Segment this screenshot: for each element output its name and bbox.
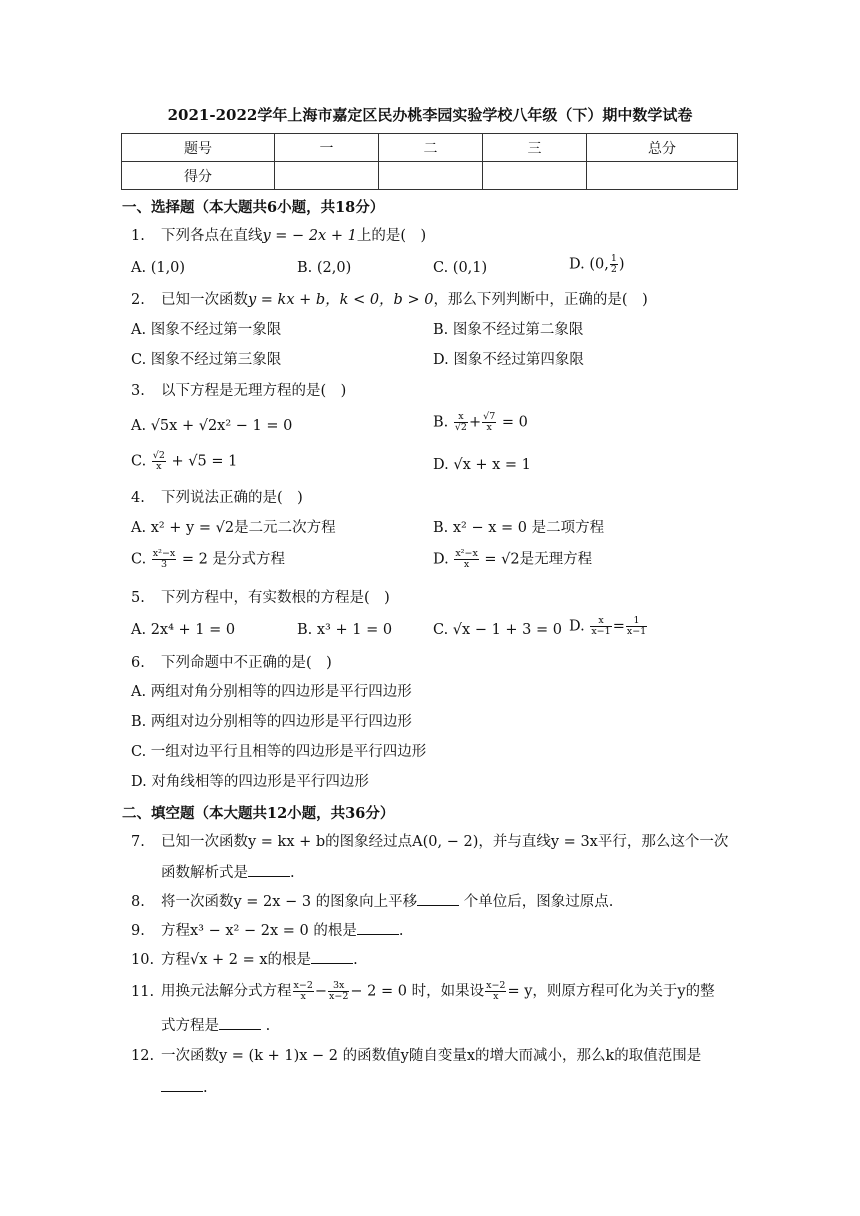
question-text: 下列方程中，有实数根的方程是( )	[161, 590, 390, 606]
question-4	[131, 488, 303, 508]
question-number: 6.	[131, 655, 145, 671]
question-3	[131, 381, 346, 401]
denominator: x	[493, 991, 499, 1002]
question-text: 已知一次函数	[161, 292, 248, 308]
question-text: 方程√x + 2 = x的根是	[161, 952, 312, 968]
question-5	[131, 588, 390, 608]
table-cell: 题号	[122, 134, 275, 162]
option-c	[131, 451, 237, 472]
denominator: √2	[454, 422, 467, 433]
question-12-continued	[161, 1077, 208, 1098]
answer-blank	[219, 1015, 261, 1030]
option-text: D. (0,	[569, 256, 609, 273]
option-text: = 0	[501, 414, 528, 431]
option-a: A. 两组对角分别相等的四边形是平行四边形	[131, 684, 412, 700]
option-b: B. x² − x = 0 是二项方程	[433, 520, 605, 536]
fraction	[454, 549, 478, 570]
denominator: 2	[610, 264, 617, 275]
question-text: = y，则原方程可化为关于y的整	[507, 983, 715, 1000]
table-cell	[275, 162, 379, 190]
numerator: x²−x	[455, 548, 478, 559]
numerator: 3x	[328, 981, 349, 992]
option-label: B.	[433, 414, 449, 431]
question-text: 以下方程是无理方程的是( )	[161, 383, 347, 399]
section-heading: 一、选择题（本大题共6小题，共18分）	[122, 199, 385, 216]
question-text: 一次函数y = (k + 1)x − 2 的函数值y随自变量x的增大而减小，那么k的取值范围是	[161, 1048, 702, 1064]
fraction	[454, 412, 468, 433]
option-c: C. √x − 1 + 3 = 0	[433, 622, 562, 638]
question-8	[131, 891, 613, 912]
numerator: √2	[152, 450, 165, 461]
fraction	[482, 412, 496, 433]
denominator: x	[156, 461, 162, 472]
question-9	[131, 920, 403, 941]
question-7-continued	[161, 862, 295, 883]
option-a: A. x² + y = √2是二元二次方程	[131, 520, 336, 536]
question-text: 方程x³ − x² − 2x = 0 的根是	[161, 923, 357, 939]
question-text: 已知一次函数y = kx + b的图象经过点A(0, − 2)，并与直线y = 3x平行，那么这个一次	[161, 834, 729, 850]
option-c: C. (0,1)	[433, 260, 488, 276]
numerator: x−2	[486, 980, 506, 991]
numerator: x	[590, 616, 611, 627]
option-b: B. x³ + 1 = 0	[297, 622, 393, 638]
option-b: B. (2,0)	[297, 260, 352, 276]
numerator: √7	[483, 411, 496, 422]
denominator: x	[463, 559, 470, 570]
numerator: x²−x	[152, 548, 176, 559]
question-text: .	[398, 923, 404, 939]
denominator: x	[300, 991, 306, 1002]
fraction	[293, 981, 314, 1002]
question-text: 下列各点在直线	[161, 228, 263, 244]
question-11-continued	[161, 1015, 270, 1036]
answer-blank	[248, 862, 290, 877]
question-11	[131, 981, 715, 1002]
question-text: 下列命题中不正确的是( )	[161, 655, 332, 671]
option-label: C.	[131, 453, 147, 470]
question-number: 10.	[131, 952, 155, 968]
option-text: + √5 = 1	[171, 453, 238, 470]
option-label: C.	[131, 551, 147, 568]
fraction	[152, 451, 166, 472]
numerator: 1	[626, 616, 647, 627]
question-7	[131, 832, 728, 852]
option-b: B. 两组对边分别相等的四边形是平行四边形	[131, 714, 412, 730]
question-number: 7.	[131, 834, 145, 850]
question-text: ，那么下列判断中，正确的是( )	[433, 292, 648, 308]
fraction	[610, 254, 618, 275]
answer-blank	[161, 1077, 203, 1092]
question-number: 12.	[131, 1048, 155, 1064]
option-d: D. 对角线相等的四边形是平行四边形	[131, 774, 369, 790]
denominator: 3	[161, 559, 168, 570]
question-text: − 2 = 0 时，如果设	[350, 983, 485, 1000]
fraction	[328, 981, 349, 1002]
question-text: 式方程是	[161, 1018, 219, 1034]
question-text: 上的是( )	[356, 228, 427, 244]
fraction	[590, 616, 611, 637]
question-number: 4.	[131, 490, 145, 506]
question-text: .	[203, 1080, 208, 1096]
question-text: 将一次函数y = 2x − 3 的图象向上平移	[161, 894, 418, 910]
answer-blank	[311, 949, 353, 964]
question-number: 11.	[131, 983, 155, 1000]
denominator: x−1	[591, 626, 611, 637]
option-label: D.	[433, 551, 449, 568]
option-d: D. √x + x = 1	[433, 457, 531, 473]
option-a: A. 2x⁴ + 1 = 0	[131, 622, 236, 638]
answer-blank	[417, 891, 459, 906]
denominator: x−1	[626, 626, 647, 637]
option-d	[433, 549, 592, 570]
question-text: 用换元法解分式方程	[161, 983, 292, 1000]
option-a: A. (1,0)	[131, 260, 186, 276]
option-text: = √2是无理方程	[484, 551, 593, 568]
option-d: D. $\frac{x}{x-1}$ = $\frac{1}{x-1}$	[569, 615, 647, 637]
option-c: C. 图象不经过第三象限	[131, 352, 282, 368]
question-text: 下列说法正确的是( )	[161, 490, 303, 506]
question-text: .	[261, 1018, 271, 1034]
option-b: B. 图象不经过第二象限	[433, 322, 584, 338]
table-cell	[587, 162, 738, 190]
table-cell: 三	[483, 134, 587, 162]
score-table	[121, 133, 738, 190]
question-number: 2.	[131, 292, 145, 308]
option-c: C. 一组对边平行且相等的四边形是平行四边形	[131, 744, 427, 760]
option-c	[131, 549, 285, 570]
option-d	[569, 254, 625, 275]
question-number: 3.	[131, 383, 145, 399]
equation: y = − 2x + 1	[262, 228, 357, 244]
table-cell: 二	[379, 134, 483, 162]
question-1	[131, 226, 426, 246]
fraction	[485, 981, 506, 1002]
numerator: x−2	[293, 980, 313, 991]
numerator: 1	[610, 253, 617, 264]
table-cell	[379, 162, 483, 190]
table-row	[122, 162, 738, 190]
table-row	[122, 134, 738, 162]
table-cell	[483, 162, 587, 190]
table-cell: 一	[275, 134, 379, 162]
table-cell: 总分	[587, 134, 738, 162]
answer-blank	[357, 920, 399, 935]
fraction	[626, 616, 647, 637]
table-cell: 得分	[122, 162, 275, 190]
question-number: 9.	[131, 923, 145, 939]
question-number: 8.	[131, 894, 145, 910]
question-6	[131, 653, 332, 673]
question-number: 5.	[131, 590, 145, 606]
fraction	[152, 549, 176, 570]
option-a: A. √5x + √2x² − 1 = 0	[131, 418, 293, 434]
section-heading: 二、填空题（本大题共12小题，共36分）	[122, 805, 395, 822]
equation: y = kx + b，k < 0，b > 0	[248, 292, 434, 308]
question-12	[131, 1046, 701, 1066]
numerator: x	[454, 412, 468, 423]
denominator: x	[486, 422, 492, 433]
question-text: 函数解析式是	[161, 865, 248, 881]
question-text: 个单位后，图象过原点.	[459, 894, 614, 910]
option-label: D.	[569, 618, 585, 635]
option-text: )	[618, 256, 625, 273]
question-2	[131, 290, 648, 310]
page-title: 2021-2022学年上海市嘉定区民办桃李园实验学校八年级（下）期中数学试卷	[167, 106, 693, 124]
option-d: D. 图象不经过第四象限	[433, 352, 584, 368]
question-number: 1.	[131, 228, 145, 244]
option-b: B. $\frac{x}{√2}$ + $\frac{√7}{x}$ = 0	[433, 411, 528, 433]
question-text: .	[353, 952, 358, 968]
denominator: x−2	[329, 991, 349, 1002]
question-text: .	[290, 865, 295, 881]
question-10	[131, 949, 358, 970]
option-a: A. 图象不经过第一象限	[131, 322, 282, 338]
question-text: −	[314, 983, 328, 1000]
option-text: = 2 是分式方程	[181, 551, 285, 568]
